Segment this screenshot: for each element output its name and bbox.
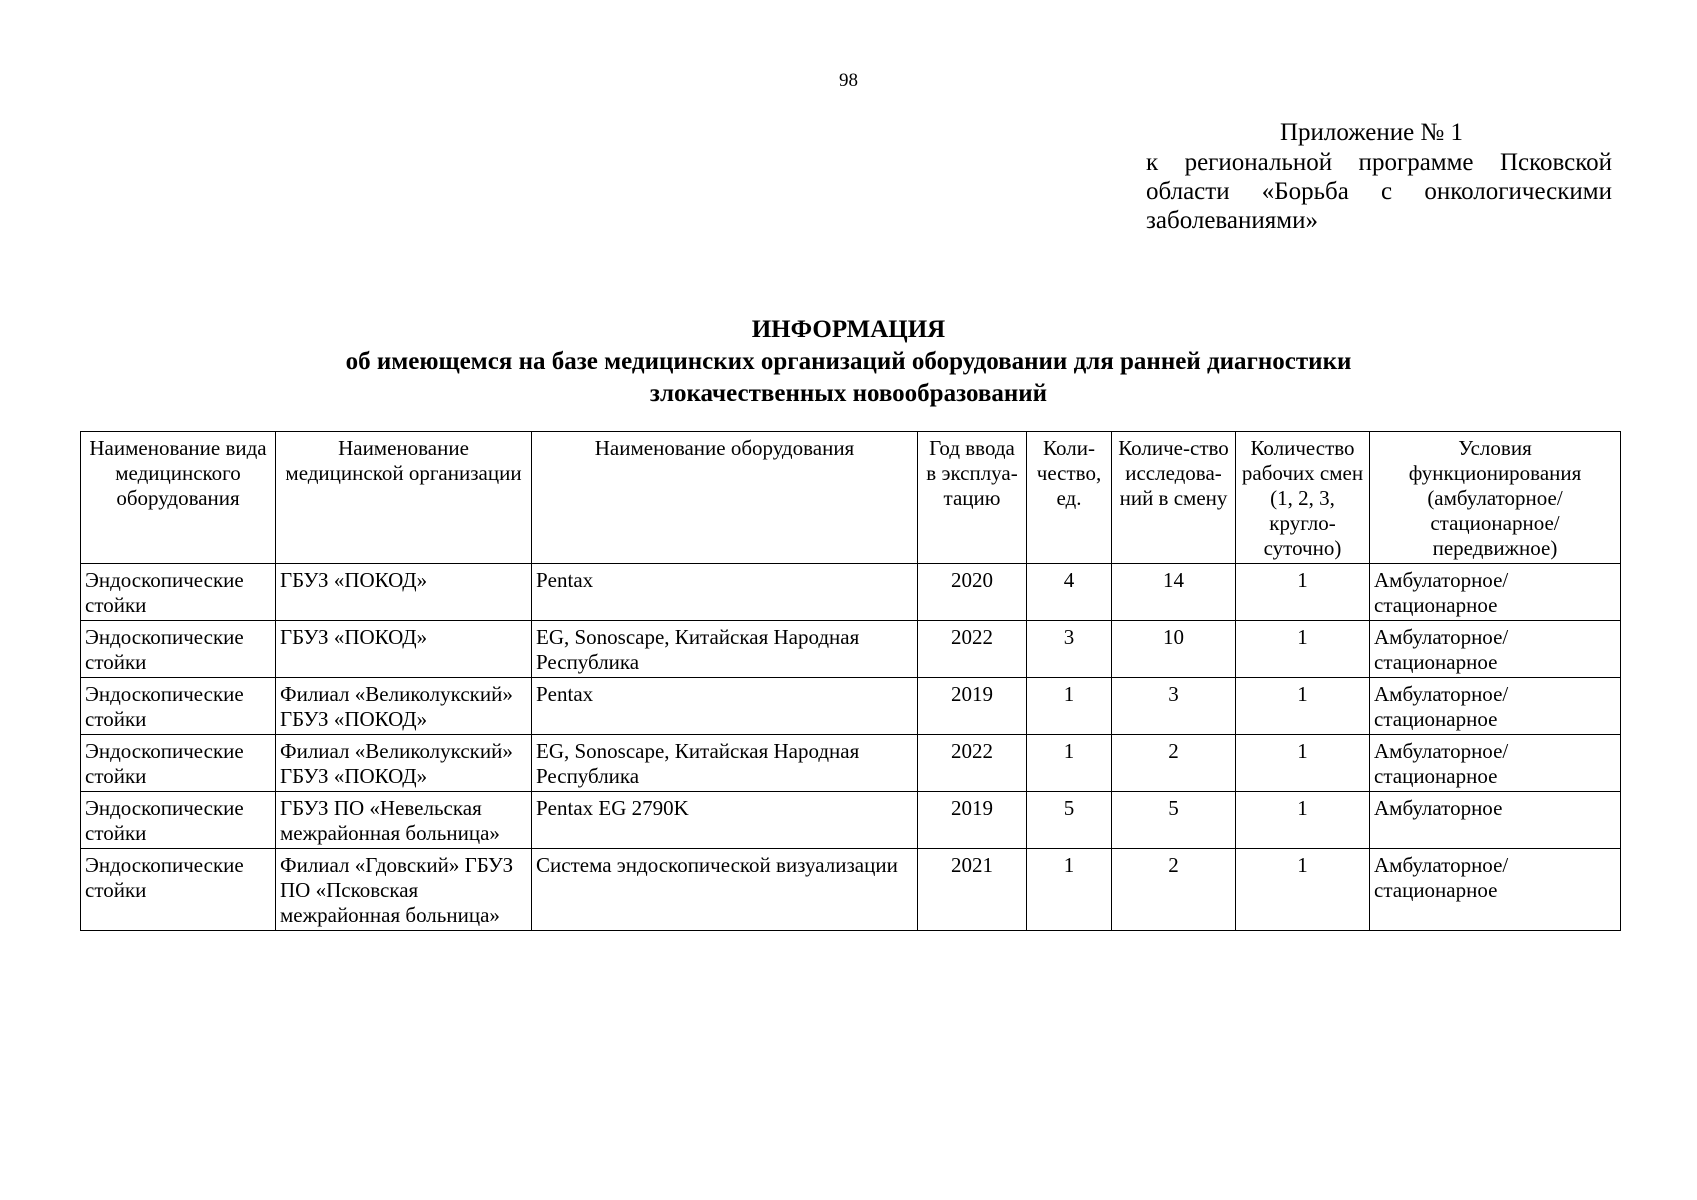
header-shifts: Количество рабочих смен (1, 2, 3, кругло-суточно) — [1236, 432, 1370, 564]
appendix-title: Приложение № 1 — [1280, 119, 1464, 146]
cell-equipment-name: Система эндоскопической визуализации — [532, 849, 918, 931]
cell-year: 2019 — [918, 792, 1027, 849]
header-year: Год ввода в эксплуа-тацию — [918, 432, 1027, 564]
cell-quantity: 1 — [1027, 849, 1112, 931]
cell-equipment-type: Эндоскопические стойки — [81, 564, 276, 621]
document-subtitle: об имеющемся на базе медицинских организаций оборудовании для ранней диагностики злокачественных новообразований — [345, 348, 1352, 407]
cell-organization: Филиал «Великолукский» ГБУЗ «ПОКОД» — [276, 678, 532, 735]
cell-studies-per-shift: 5 — [1112, 792, 1236, 849]
cell-conditions: Амбулаторное/ стационарное — [1370, 621, 1621, 678]
table-row — [81, 735, 1621, 792]
cell-quantity: 1 — [1027, 735, 1112, 792]
cell-equipment-name: Pentax EG 2790K — [532, 792, 918, 849]
cell-conditions: Амбулаторное — [1370, 792, 1621, 849]
cell-quantity: 4 — [1027, 564, 1112, 621]
cell-equipment-name: EG, Sonoscape, Китайская Народная Республика — [532, 621, 918, 678]
document-heading — [0, 314, 1697, 410]
cell-conditions: Амбулаторное/ стационарное — [1370, 849, 1621, 931]
cell-organization: ГБУЗ «ПОКОД» — [276, 564, 532, 621]
header-equipment-type: Наименование вида медицинского оборудования — [81, 432, 276, 564]
cell-shifts: 1 — [1236, 678, 1370, 735]
cell-equipment-name: Pentax — [532, 678, 918, 735]
cell-conditions: Амбулаторное/ стационарное — [1370, 678, 1621, 735]
cell-organization: ГБУЗ «ПОКОД» — [276, 621, 532, 678]
table-row — [81, 792, 1621, 849]
cell-organization: Филиал «Великолукский» ГБУЗ «ПОКОД» — [276, 735, 532, 792]
cell-studies-per-shift: 2 — [1112, 849, 1236, 931]
cell-organization: Филиал «Гдовский» ГБУЗ ПО «Псковская межрайонная больница» — [276, 849, 532, 931]
header-conditions: Условия функционирования (амбулаторное/ стационарное/ передвижное) — [1370, 432, 1621, 564]
cell-organization: ГБУЗ ПО «Невельская межрайонная больница» — [276, 792, 532, 849]
cell-shifts: 1 — [1236, 792, 1370, 849]
cell-quantity: 5 — [1027, 792, 1112, 849]
cell-conditions: Амбулаторное/ стационарное — [1370, 735, 1621, 792]
cell-year: 2022 — [918, 735, 1027, 792]
appendix-block — [1146, 118, 1612, 235]
equipment-table — [80, 431, 1621, 931]
cell-shifts: 1 — [1236, 564, 1370, 621]
table-row — [81, 621, 1621, 678]
cell-studies-per-shift: 3 — [1112, 678, 1236, 735]
cell-year: 2021 — [918, 849, 1027, 931]
cell-shifts: 1 — [1236, 621, 1370, 678]
cell-equipment-type: Эндоскопические стойки — [81, 621, 276, 678]
cell-quantity: 1 — [1027, 678, 1112, 735]
header-equipment-name: Наименование оборудования — [532, 432, 918, 564]
cell-studies-per-shift: 10 — [1112, 621, 1236, 678]
cell-year: 2020 — [918, 564, 1027, 621]
cell-studies-per-shift: 2 — [1112, 735, 1236, 792]
table-header-row — [81, 432, 1621, 564]
cell-equipment-type: Эндоскопические стойки — [81, 678, 276, 735]
header-quantity: Коли-чество, ед. — [1027, 432, 1112, 564]
header-studies-per-shift: Количе-ство исследова-ний в смену — [1112, 432, 1236, 564]
cell-equipment-name: EG, Sonoscape, Китайская Народная Республика — [532, 735, 918, 792]
cell-year: 2019 — [918, 678, 1027, 735]
cell-studies-per-shift: 14 — [1112, 564, 1236, 621]
cell-equipment-type: Эндоскопические стойки — [81, 792, 276, 849]
document-title: ИНФОРМАЦИЯ — [751, 316, 946, 343]
cell-conditions: Амбулаторное/ стационарное — [1370, 564, 1621, 621]
table-row — [81, 849, 1621, 931]
cell-shifts: 1 — [1236, 849, 1370, 931]
cell-quantity: 3 — [1027, 621, 1112, 678]
page-number: 98 — [839, 70, 858, 91]
appendix-text: к региональной программе Псковской области «Борьба с онкологическими заболеваниями» — [1146, 149, 1612, 234]
cell-shifts: 1 — [1236, 735, 1370, 792]
table-row — [81, 564, 1621, 621]
table-row — [81, 678, 1621, 735]
cell-equipment-type: Эндоскопические стойки — [81, 735, 276, 792]
cell-year: 2022 — [918, 621, 1027, 678]
cell-equipment-name: Pentax — [532, 564, 918, 621]
cell-equipment-type: Эндоскопические стойки — [81, 849, 276, 931]
header-organization: Наименование медицинской организации — [276, 432, 532, 564]
